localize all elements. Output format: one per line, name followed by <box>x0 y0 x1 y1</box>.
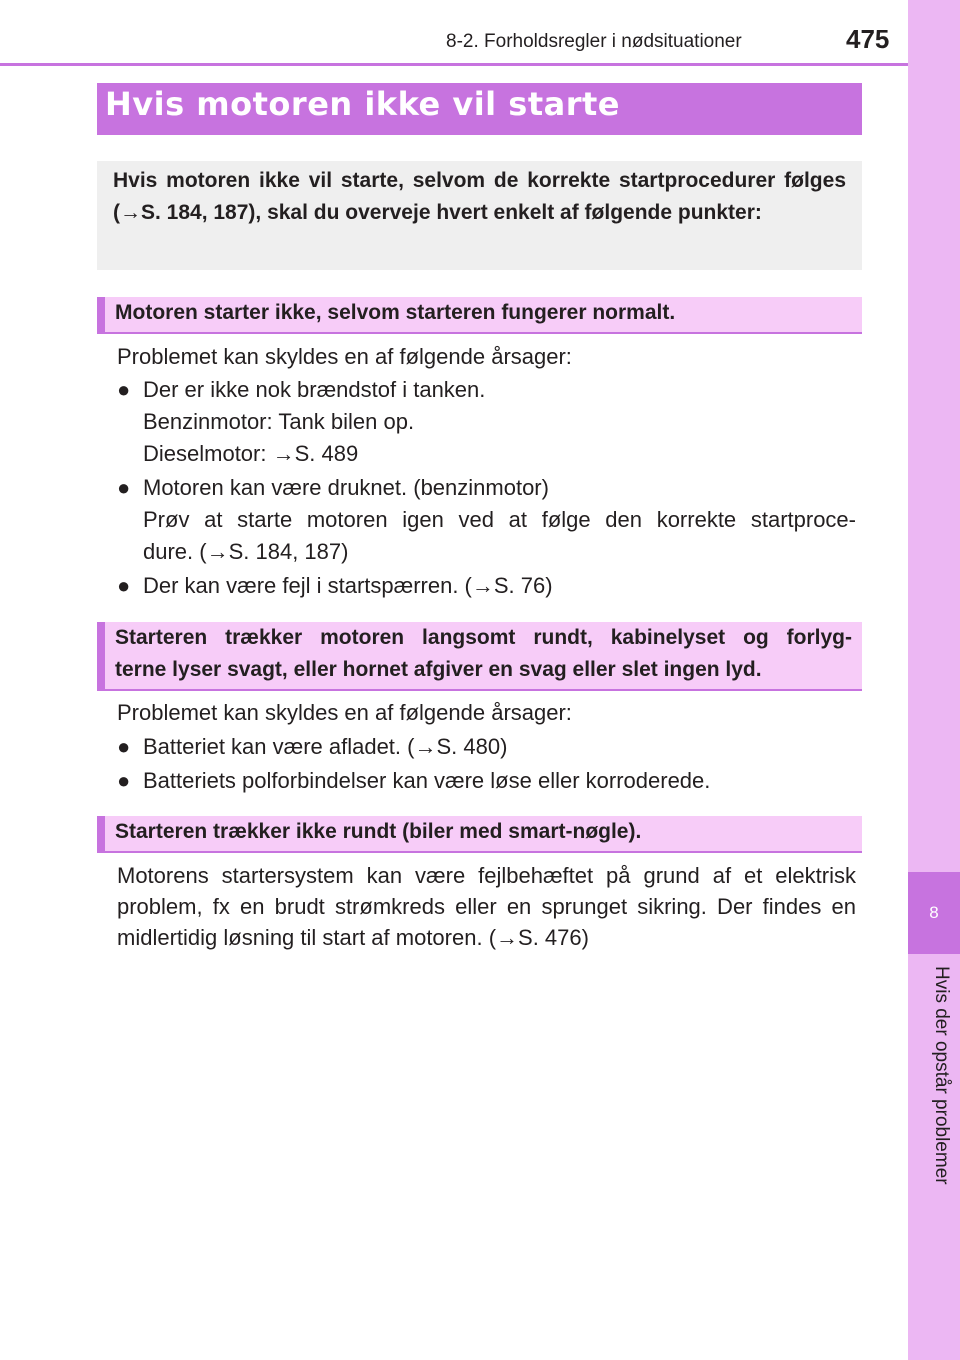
bullet-1-line-3: Dieselmotor: →S. 489 <box>143 441 359 466</box>
bullet-1-line-2: Benzinmotor: Tank bilen op. <box>143 409 415 434</box>
section-3-heading: Starteren trækker ikke rundt (biler med smart-nøgle). <box>115 820 642 843</box>
bullet-marker: ● <box>117 475 131 500</box>
bullet-2-line-3: dure. (→S. 184, 187) <box>143 539 349 564</box>
bullet-marker: ● <box>117 377 131 402</box>
section-1-heading: Motoren starter ikke, selvom starteren fungerer normalt. <box>115 301 676 324</box>
bullet-3-line-1: Der kan være fejl i startspærren. (→S. 76) <box>143 573 553 598</box>
intro-text: Hvis motoren ikke vil starte, selvom de korrekte startprocedurer følges (→S. 184, 187), skal du overveje hvert enkelt af følgende punkter: <box>113 169 846 224</box>
page-title: Hvis motoren ikke vil starte <box>105 85 620 123</box>
bullet-4-line-1: Batteriet kan være afladet. (→S. 480) <box>143 734 508 759</box>
section-2-heading-line-1: Starteren trækker motoren langsomt rundt, kabinelyset og forlyg- <box>115 626 852 649</box>
bullet-2-line-2: Prøv at starte motoren igen ved at følge den korrekte startproce- <box>143 507 856 532</box>
header-rule <box>0 63 908 66</box>
header-section-title: 8-2. Forholdsregler i nødsituationer <box>446 31 742 52</box>
bullet-5-line-1: Batteriets polforbindelser kan være løse eller korroderede. <box>143 768 711 793</box>
bullet-2-line-1: Motoren kan være druknet. (benzinmotor) <box>143 475 549 500</box>
section-3-paragraph: Motorens startersystem kan være fejlbehæftet på grund af et elektrisk problem, fx en brudt strømkreds eller en sprunget sikring. Der findes en midlertidig løsning til start af motoren. (→S. 476) <box>117 863 856 950</box>
bullet-marker: ● <box>117 734 131 759</box>
section-2-lead: Problemet kan skyldes en af følgende årsager: <box>117 700 572 725</box>
section-2-heading-line-2: terne lyser svagt, eller hornet afgiver en svag eller slet ingen lyd. <box>115 658 762 681</box>
page-number: 475 <box>846 24 890 54</box>
chapter-number: 8 <box>929 903 939 922</box>
bullet-marker: ● <box>117 768 131 793</box>
section-1-lead: Problemet kan skyldes en af følgende årsager: <box>117 344 572 369</box>
chapter-label: Hvis der opstår problemer <box>931 966 952 1185</box>
bullet-marker: ● <box>117 573 131 598</box>
bullet-1-line-1: Der er ikke nok brændstof i tanken. <box>143 377 486 402</box>
